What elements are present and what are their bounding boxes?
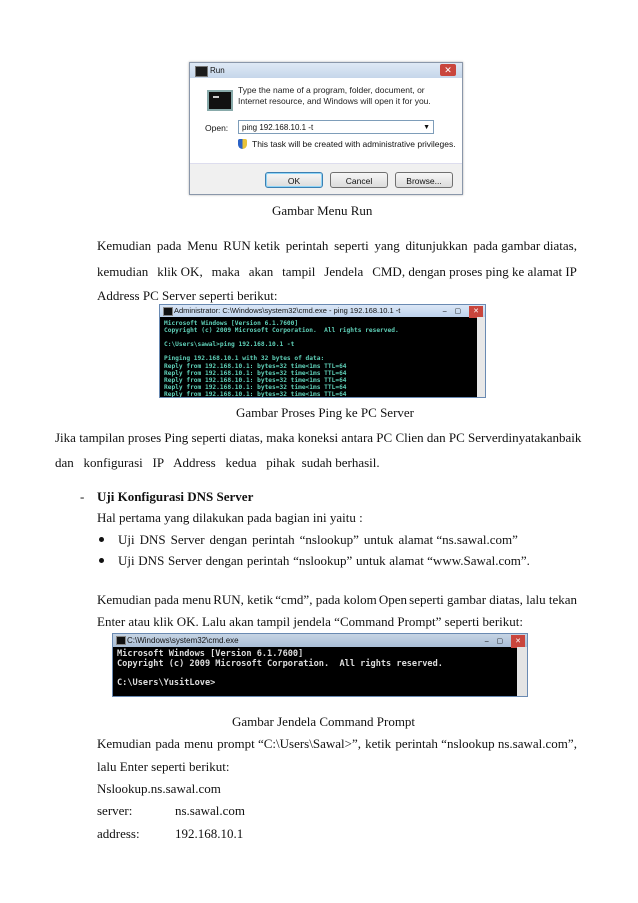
- run-app-icon: [195, 66, 208, 77]
- word: untuk: [363, 532, 394, 547]
- address-value: 192.168.10.1: [175, 826, 244, 841]
- word: kedua: [225, 455, 257, 470]
- browse-button[interactable]: Browse...: [395, 172, 453, 188]
- address-label: address:: [97, 826, 140, 841]
- cmd-ping-title: Administrator: C:\Windows\system32\cmd.exe - ping 192.168.10.1 -t: [174, 306, 401, 315]
- cmd-icon: [116, 636, 126, 645]
- word: “cmd”, pada kolom: [275, 592, 377, 607]
- word: Uji: [118, 532, 135, 547]
- word: sudah berhasil.: [301, 455, 380, 470]
- word: akan: [248, 264, 274, 279]
- close-icon[interactable]: ✕: [511, 635, 525, 648]
- word: yang: [374, 238, 400, 253]
- open-input[interactable]: [238, 120, 434, 134]
- word: menu: [184, 736, 213, 751]
- word: seperti gambar diatas, lalu tekan: [409, 592, 577, 607]
- console-line: Microsoft Windows [Version 6.1.7600]: [117, 649, 304, 659]
- word: Kemudian pada menu: [97, 592, 212, 607]
- word: tampil: [282, 264, 316, 279]
- close-icon[interactable]: ✕: [440, 64, 456, 76]
- word: perintah: [246, 553, 290, 568]
- bullet-1: [118, 532, 518, 548]
- window-controls[interactable]: – ▢ ✕: [485, 635, 525, 648]
- cmd-prompt-output: [113, 647, 527, 688]
- word: DNS: [139, 532, 166, 547]
- result-command: Nslookup.ns.sawal.com: [97, 781, 221, 796]
- word: ditunjukkan: [405, 238, 468, 253]
- word: pada: [155, 736, 180, 751]
- word: klik OK,: [157, 264, 203, 279]
- word: dengan: [209, 532, 248, 547]
- word: Server: [167, 553, 202, 568]
- word: IP: [152, 455, 165, 470]
- cmd-ping-output: [160, 317, 485, 398]
- scrollbar[interactable]: [477, 317, 485, 397]
- window-controls[interactable]: – ▢ ✕: [443, 306, 483, 318]
- word: pada gambar diatas,: [473, 238, 577, 253]
- word: pihak: [266, 455, 296, 470]
- section-dash: -: [80, 489, 85, 504]
- word: prompt “C:\Users\Sawal>”,: [217, 736, 361, 751]
- cancel-button[interactable]: Cancel: [330, 172, 388, 188]
- run-titlebar: [190, 63, 462, 78]
- word: dinyatakan: [501, 430, 560, 445]
- para1-line3: Address PC Server seperti berikut:: [97, 288, 278, 303]
- word: RUN, ketik: [213, 592, 274, 607]
- word: “nslookup”: [299, 532, 359, 547]
- word: Uji: [118, 553, 135, 568]
- bullet-2: [118, 553, 530, 569]
- run-title: Run: [210, 66, 225, 75]
- open-label: Open:: [205, 123, 229, 133]
- para3-line1: [97, 592, 577, 608]
- word: perintah: [285, 238, 329, 253]
- word: Open: [378, 592, 408, 607]
- para2-line1: [55, 430, 582, 446]
- word: Address: [173, 455, 216, 470]
- close-icon[interactable]: ✕: [469, 306, 483, 318]
- word: perintah: [252, 532, 295, 547]
- bullet-icon: [99, 537, 104, 542]
- word: untuk: [355, 553, 386, 568]
- ok-button[interactable]: OK: [265, 172, 323, 188]
- word: Kemudian: [97, 736, 152, 751]
- section-intro: Hal pertama yang dilakukan pada bagian ini yaitu :: [97, 510, 363, 525]
- console-line: Reply from 192.168.10.1: bytes=32 time<1ms TTL=64: [164, 390, 347, 398]
- para4-line1: [97, 736, 577, 752]
- word: baik: [559, 430, 582, 445]
- para2-line2: [55, 455, 380, 471]
- word: alamat “ns.sawal.com”: [398, 532, 518, 547]
- para1-line2: [97, 264, 577, 280]
- word: kemudian: [97, 264, 149, 279]
- section-heading: Uji Konfigurasi DNS Server: [97, 489, 254, 504]
- console-line: Reply from 192.168.10.1: bytes=32 time<1ms TTL=64: [164, 376, 347, 384]
- caption-cmd: Gambar Jendela Command Prompt: [232, 714, 416, 729]
- word: RUN ketik: [223, 238, 280, 253]
- console-line: C:\Users\sawal>ping 192.168.10.1 -t: [164, 341, 295, 349]
- run-dialog: [189, 62, 463, 195]
- server-value: ns.sawal.com: [175, 803, 246, 818]
- caption-run: Gambar Menu Run: [272, 203, 373, 218]
- word: Jika tampilan proses Ping seperti diatas, maka koneksi antara PC Clien dan PC Server: [55, 430, 502, 445]
- word: “nslookup”: [293, 553, 353, 568]
- cmd-icon: [163, 307, 173, 316]
- console-line: Copyright (c) 2009 Microsoft Corporation. All rights reserved.: [164, 327, 399, 335]
- word: CMD, dengan proses ping ke alamat IP: [372, 264, 577, 279]
- bullet-icon: [99, 558, 104, 563]
- console-line: Reply from 192.168.10.1: bytes=32 time<1ms TTL=64: [164, 383, 347, 391]
- word: alamat “www.Sawal.com”.: [389, 553, 530, 568]
- console-line: Reply from 192.168.10.1: bytes=32 time<1ms TTL=64: [164, 362, 347, 370]
- word: Menu: [187, 238, 218, 253]
- cmd-ping-titlebar: [160, 305, 485, 317]
- shield-icon: [238, 139, 247, 149]
- cmd-prompt-title: C:\Windows\system32\cmd.exe: [127, 636, 239, 645]
- word: maka: [211, 264, 240, 279]
- console-line: C:\Users\YusitLove>: [117, 677, 216, 688]
- console-line: Pinging 192.168.10.1 with 32 bytes of data:: [164, 355, 325, 363]
- para4-line2: lalu Enter seperti berikut:: [97, 759, 230, 774]
- word: konfigurasi: [83, 455, 143, 470]
- admin-note: This task will be created with administrative privileges.: [252, 139, 456, 149]
- word: DNS: [138, 553, 165, 568]
- word: pada: [156, 238, 182, 253]
- run-footer: [190, 163, 462, 194]
- word: Jendela: [324, 264, 364, 279]
- word: perintah “nslookup ns.sawal.com”,: [395, 736, 577, 751]
- word: dan: [55, 455, 74, 470]
- console-line: Copyright (c) 2009 Microsoft Corporation. All rights reserved.: [117, 658, 443, 669]
- word: Server: [170, 532, 205, 547]
- para3-line2: Enter atau klik OK. Lalu akan tampil jendela “Command Prompt” seperti berikut:: [97, 614, 523, 629]
- scrollbar[interactable]: [517, 647, 527, 696]
- word: ketik: [365, 736, 392, 751]
- open-input-value: ping 192.168.10.1 -t: [242, 123, 314, 132]
- run-message: Type the name of a program, folder, document, or Internet resource, and Windows will open it for you.: [238, 85, 431, 106]
- word: dengan: [205, 553, 244, 568]
- word: Kemudian: [97, 238, 152, 253]
- console-line: Microsoft Windows [Version 6.1.7600]: [164, 320, 299, 327]
- para1-line1: [97, 238, 577, 254]
- word: seperti: [334, 238, 369, 253]
- caption-ping: Gambar Proses Ping ke PC Server: [236, 405, 415, 420]
- cmd-prompt-titlebar: [113, 634, 527, 647]
- chevron-down-icon[interactable]: ▼: [423, 124, 430, 131]
- cmd-prompt-window: [112, 633, 528, 697]
- cmd-ping-window: [159, 304, 486, 398]
- console-line: Reply from 192.168.10.1: bytes=32 time<1ms TTL=64: [164, 369, 347, 377]
- run-program-icon: [207, 90, 233, 111]
- server-label: server:: [97, 803, 133, 818]
